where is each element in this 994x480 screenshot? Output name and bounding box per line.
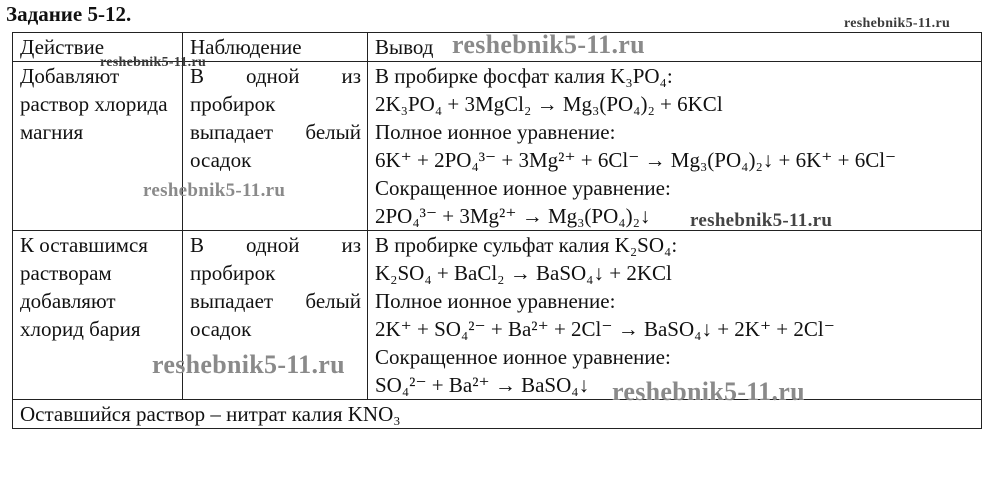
row2-line-6: SO₄²⁻ + Ba²⁺ → BaSO₄↓: [375, 373, 590, 397]
row2-line-4: 2K⁺ + SO₄²⁻ + Ba²⁺ + 2Cl⁻ → BaSO₄↓ + 2K⁺ + 2Cl⁻: [375, 317, 835, 341]
watermark-header: reshebnik5-11.ru: [452, 30, 645, 59]
row2-line-5: Сокращенное ионное уравнение:: [375, 345, 671, 369]
header-action: Действие: [13, 33, 183, 62]
row2-line-2: K₂SO₄ + BaCl₂ → BaSO₄↓ + 2KCl: [375, 261, 672, 285]
row2-action: К оставшимся растворам добавляют хлорид бария: [13, 231, 183, 400]
footer-conclusion: Оставшийся раствор – нитрат калия KNO₃: [13, 400, 982, 429]
table-footer-row: [13, 400, 982, 429]
header-observation: Наблюдение: [183, 33, 368, 62]
row1-line-6: 2PO₄³⁻ + 3Mg²⁺ → Mg₃(PO₄)₂↓: [375, 204, 651, 228]
row1-observation: В одной из пробирок выпадает белый осадок: [183, 62, 368, 231]
row1-line-1: В пробирке фосфат калия K₃PO₄:: [375, 64, 673, 88]
watermark-row2-left: reshebnik5-11.ru: [152, 350, 345, 379]
row1-conclusion: [368, 62, 982, 231]
watermark-row1-left: reshebnik5-11.ru: [143, 180, 286, 201]
header-conclusion: Вывод: [368, 33, 982, 62]
task-title: Задание 5-12.: [6, 2, 132, 26]
watermark-small-row1: reshebnik5-11.ru: [100, 55, 207, 70]
row1-line-3: Полное ионное уравнение:: [375, 120, 616, 144]
row2-observation: В одной из пробирок выпадает белый осадок: [183, 231, 368, 400]
row1-action: Добавляют раствор хлорида магния: [13, 62, 183, 231]
table-row: [13, 62, 982, 231]
row2-conclusion: [368, 231, 982, 400]
watermark-top-right: reshebnik5-11.ru: [844, 16, 951, 31]
row1-line-5: Сокращенное ионное уравнение:: [375, 176, 671, 200]
row2-line-3: Полное ионное уравнение:: [375, 289, 616, 313]
row2-line-1: В пробирке сульфат калия K₂SO₄:: [375, 233, 678, 257]
row1-line-2: 2K₃PO₄ + 3MgCl₂ → Mg₃(PO₄)₂ + 6KCl: [375, 92, 723, 116]
watermark-row2-right: reshebnik5-11.ru: [612, 377, 805, 406]
row1-line-4: 6K⁺ + 2PO₄³⁻ + 3Mg²⁺ + 6Cl⁻ → Mg₃(PO₄)₂↓ + 6K⁺ + 6Cl⁻: [375, 148, 897, 172]
watermark-row1-right: reshebnik5-11.ru: [690, 210, 833, 231]
